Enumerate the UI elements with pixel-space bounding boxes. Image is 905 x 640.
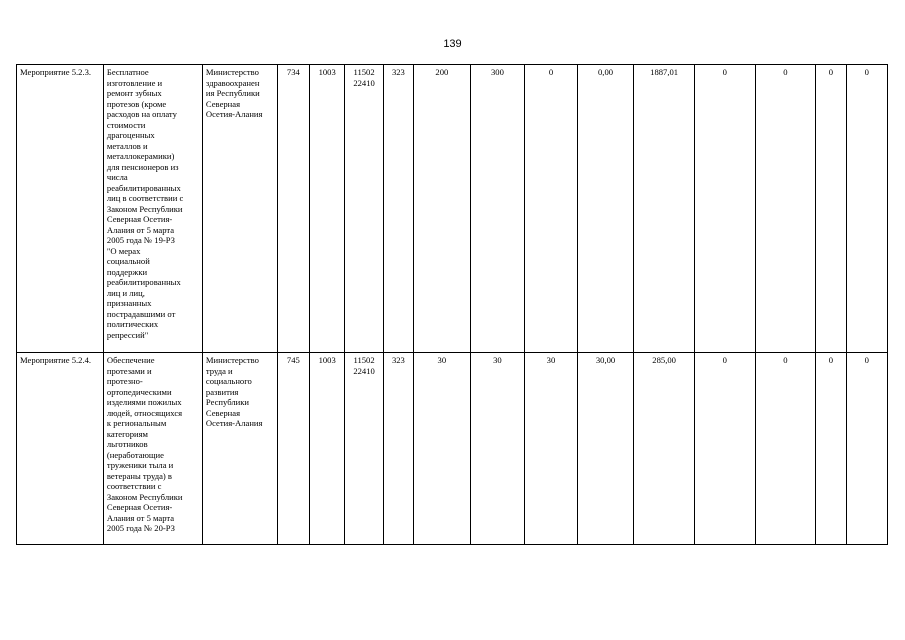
grbs-cell: 745: [277, 353, 309, 545]
description-cell: Обеспечение протезами и протезно- ортопедическими изделиями пожилых людей, относящихся к региональным категориям льготников (неработающие труженики тыла и ветераны труда) в соответствии с Законом Республики Северная Осетия- Алания от 5 марта 2005 года № 20-РЗ: [103, 353, 202, 545]
section-cell: 1003: [310, 353, 345, 545]
description-cell: Бесплатное изготовление и ремонт зубных протезов (кроме расходов на оплату стоимости драгоценных металлов и металлокерамики) для пенсионеров из числа реабилитированных лиц в соответствии с Законом Республики Северная Осетия- Алания от 5 марта 2005 года № 19-РЗ "О мерах социальной поддержки реабилитированных лиц и лиц, признанных пострадавшими от политических репрессий": [103, 65, 202, 353]
value-cell-1: 30: [414, 353, 471, 545]
measure-cell: Мероприятие 5.2.3.: [17, 65, 104, 353]
value-cell-9: 0: [846, 65, 888, 353]
grbs-cell: 734: [277, 65, 309, 353]
page-number: 139: [443, 38, 462, 50]
value-cell-6: 0: [694, 353, 755, 545]
value-cell-6: 0: [694, 65, 755, 353]
table-row: [17, 65, 888, 353]
value-cell-3: 0: [525, 65, 578, 353]
value-cell-8: 0: [816, 65, 846, 353]
expense-type-cell: 323: [383, 65, 413, 353]
value-cell-7: 0: [755, 65, 816, 353]
program-table: [16, 64, 888, 545]
expense-type-cell: 323: [383, 353, 413, 545]
value-cell-2: 30: [470, 353, 525, 545]
value-cell-7: 0: [755, 353, 816, 545]
measure-cell: Мероприятие 5.2.4.: [17, 353, 104, 545]
value-cell-1: 200: [414, 65, 471, 353]
value-cell-4: 0,00: [577, 65, 634, 353]
value-cell-8: 0: [816, 353, 846, 545]
value-cell-9: 0: [846, 353, 888, 545]
executor-cell: Министерство труда и социального развития Республики Северная Осетия-Алания: [202, 353, 277, 545]
target-article-cell: 11502 22410: [345, 353, 383, 545]
value-cell-4: 30,00: [577, 353, 634, 545]
value-cell-5: 1887,01: [634, 65, 695, 353]
section-cell: 1003: [310, 65, 345, 353]
table-row: [17, 353, 888, 545]
value-cell-3: 30: [525, 353, 578, 545]
target-article-cell: 11502 22410: [345, 65, 383, 353]
value-cell-2: 300: [470, 65, 525, 353]
executor-cell: Министерство здравоохранен ия Республики Северная Осетия-Алания: [202, 65, 277, 353]
value-cell-5: 285,00: [634, 353, 695, 545]
